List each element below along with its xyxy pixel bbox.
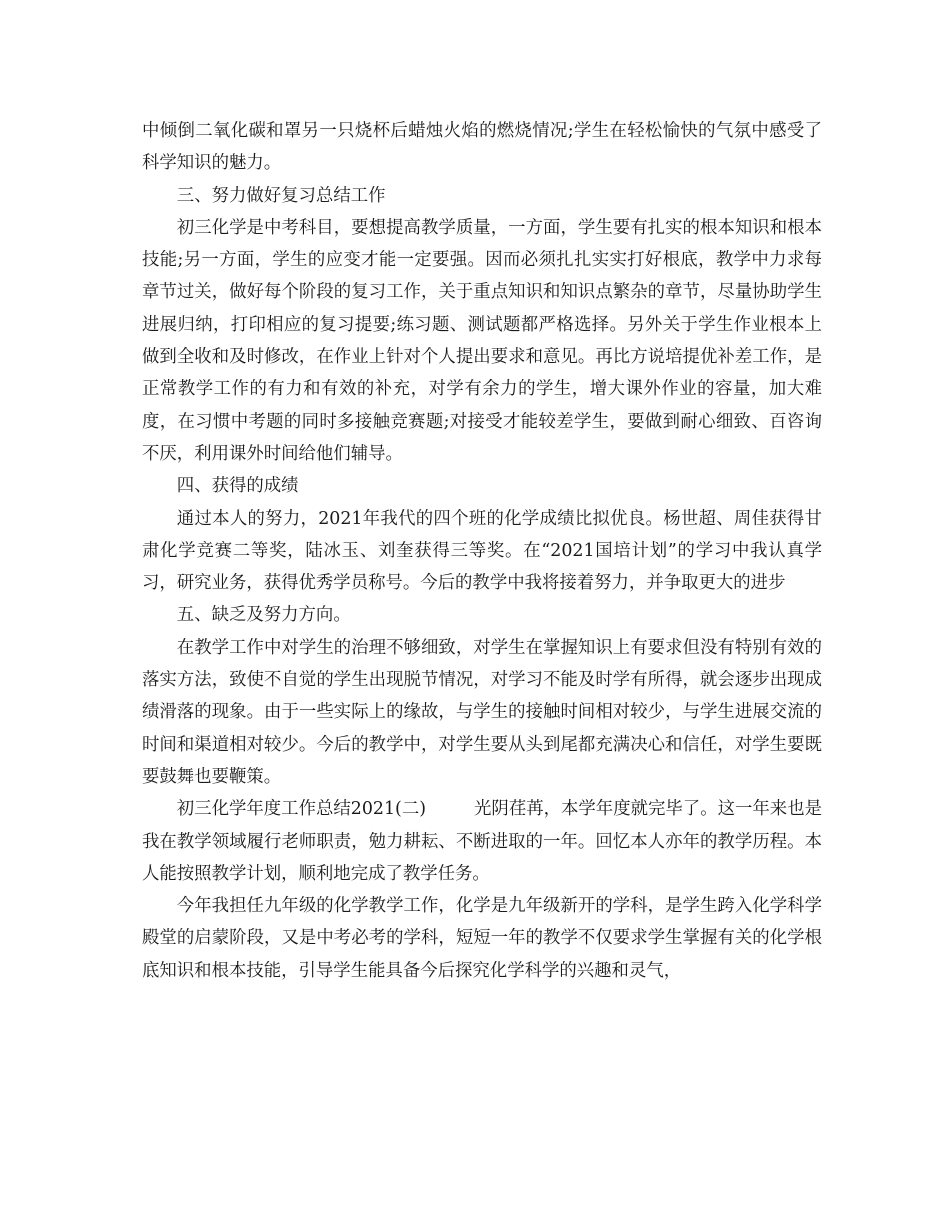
paragraph-teaching-work: 今年我担任九年级的化学教学工作，化学是九年级新开的学科，是学生跨入化学科学殿堂的启蒙阶段，又是中考必考的学科，短短一年的教学不仅要求学生掌握有关的化学根底知识和根本技能，引导学生能具备今后探究化学科学的兴趣和灵气， bbox=[142, 896, 822, 981]
paragraph-intro: 光阴荏苒，本学年度就完毕了。这一年来也是我在教学领域履行老师职责，勉力耕耘、不断进取的一年。回忆本人亦年的教学历程。本人能按照教学计划，顺利地完成了教学任务。 bbox=[142, 799, 822, 884]
paragraph-second-summary bbox=[142, 793, 822, 890]
section-heading-shortcomings: 五、缺乏及努力方向。 bbox=[176, 605, 351, 626]
paragraph-achievements: 通过本人的努力，2021年我代的四个班的化学成绩比拟优良。杨世超、周佳获得甘肃化学竞赛二等奖，陆冰玉、刘奎获得三等奖。在“2021国培计划”的学习中我认真学习，研究业务，获得优秀学员称号。今后的教学中我将接着努力，并争取更大的进步 bbox=[142, 508, 822, 594]
document-subtitle: 初三化学年度工作总结2021(二) bbox=[176, 799, 427, 820]
paragraph-review: 初三化学是中考科目，要想提高教学质量，一方面，学生要有扎实的根本知识和根本技能;另一方面，学生的应变才能一定要强。因而必须扎扎实实打好根底，教学中力求每章节过关，做好每个阶段的复习工作，关于重点知识和知识点繁杂的章节，尽量协助学生进展归纳，打印相应的复习提要;练习题、测试题都严格选择。另外关于学生作业根本上做到全收和及时修改，在作业上针对个人提出要求和意见。再比方说培提优补差工作，是正常教学工作的有力和有效的补充，对学有余力的学生，增大课外作业的容量，加大难度，在习惯中考题的同时多接触竞赛题;对接受才能较差学生，要做到耐心细致、百咨询不厌，利用课外时间给他们辅导。 bbox=[142, 217, 822, 464]
document-body bbox=[142, 115, 822, 987]
paragraph-shortcomings: 在教学工作中对学生的治理不够细致，对学生在掌握知识上有要求但没有特别有效的落实方法，致使不自觉的学生出现脱节情况，对学习不能及时学有所得，就会逐步出现成绩滑落的现象。由于一些实际上的缘故，与学生的接触时间相对较少，与学生进展交流的时间和渠道相对较少。今后的教学中，对学生要从头到尾都充满决心和信任，对学生要既要鼓舞也要鞭策。 bbox=[142, 637, 822, 787]
section-heading-review: 三、努力做好复习总结工作 bbox=[176, 185, 386, 206]
paragraph-continuation: 中倾倒二氧化碳和罩另一只烧杯后蜡烛火焰的燃烧情况;学生在轻松愉快的气氛中感受了科学知识的魅力。 bbox=[142, 121, 822, 174]
section-heading-achievements: 四、获得的成绩 bbox=[176, 476, 299, 497]
